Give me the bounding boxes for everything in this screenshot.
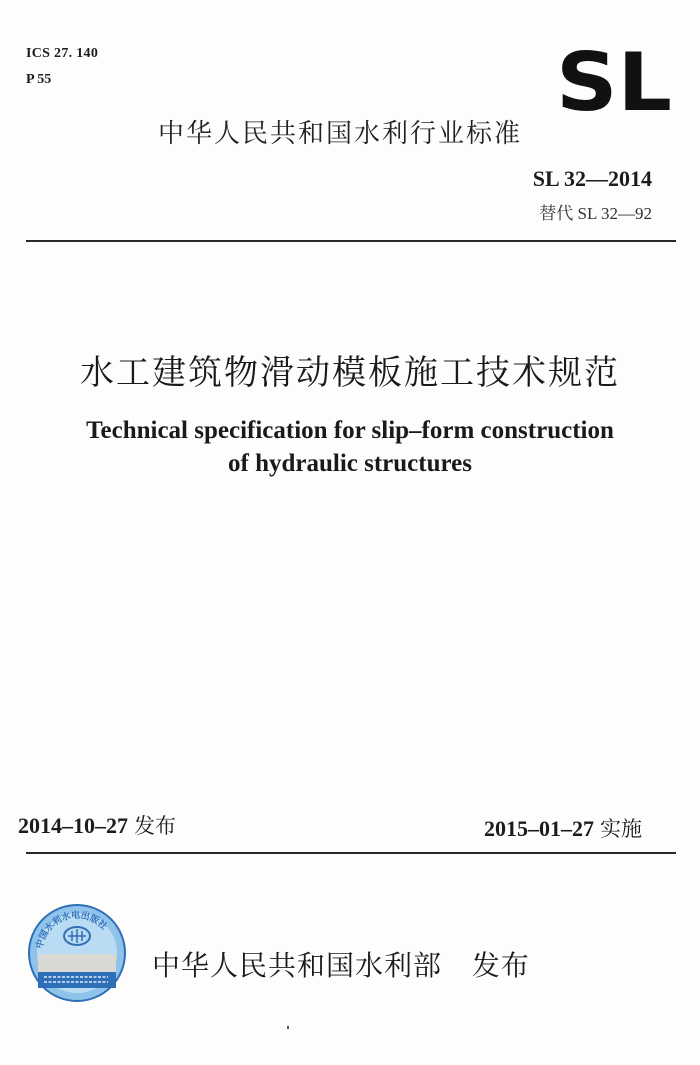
seal-text: 中国水利水电出版社	[35, 910, 109, 950]
seal-silver-band	[38, 954, 116, 972]
industry-standard-title: 中华人民共和国水利行业标准	[158, 119, 523, 149]
scan-speck	[287, 1026, 289, 1029]
bottom-divider	[26, 852, 676, 854]
implement-label: 实施	[600, 817, 642, 841]
publisher-name: 中华人民共和国水利部	[152, 949, 443, 982]
title-english	[0, 414, 700, 480]
ics-code: ICS 27. 140	[26, 46, 99, 61]
anti-counterfeit-seal	[28, 904, 126, 1002]
seal-blue-band	[38, 972, 116, 988]
publisher-block	[152, 944, 530, 984]
top-divider	[26, 240, 676, 242]
implement-date-block	[484, 813, 642, 843]
title-english-line1: Technical specification for slip–form construction	[86, 417, 614, 444]
issue-date-block	[18, 810, 176, 840]
issue-label: 发布	[134, 814, 176, 838]
sl-logo	[556, 48, 674, 114]
title-english-line2: of hydraulic structures	[228, 450, 472, 477]
standard-number: SL 32—2014	[532, 166, 652, 191]
implement-date: 2015–01–27	[484, 816, 594, 841]
issue-date: 2014–10–27	[18, 813, 128, 838]
sl-logo-text: SL	[556, 48, 672, 114]
title-chinese: 水工建筑物滑动模板施工技术规范	[80, 353, 620, 393]
replaces-standard: 替代 SL 32—92	[539, 204, 652, 223]
ccs-code: P 55	[26, 72, 52, 87]
publish-label: 发布	[471, 949, 530, 982]
